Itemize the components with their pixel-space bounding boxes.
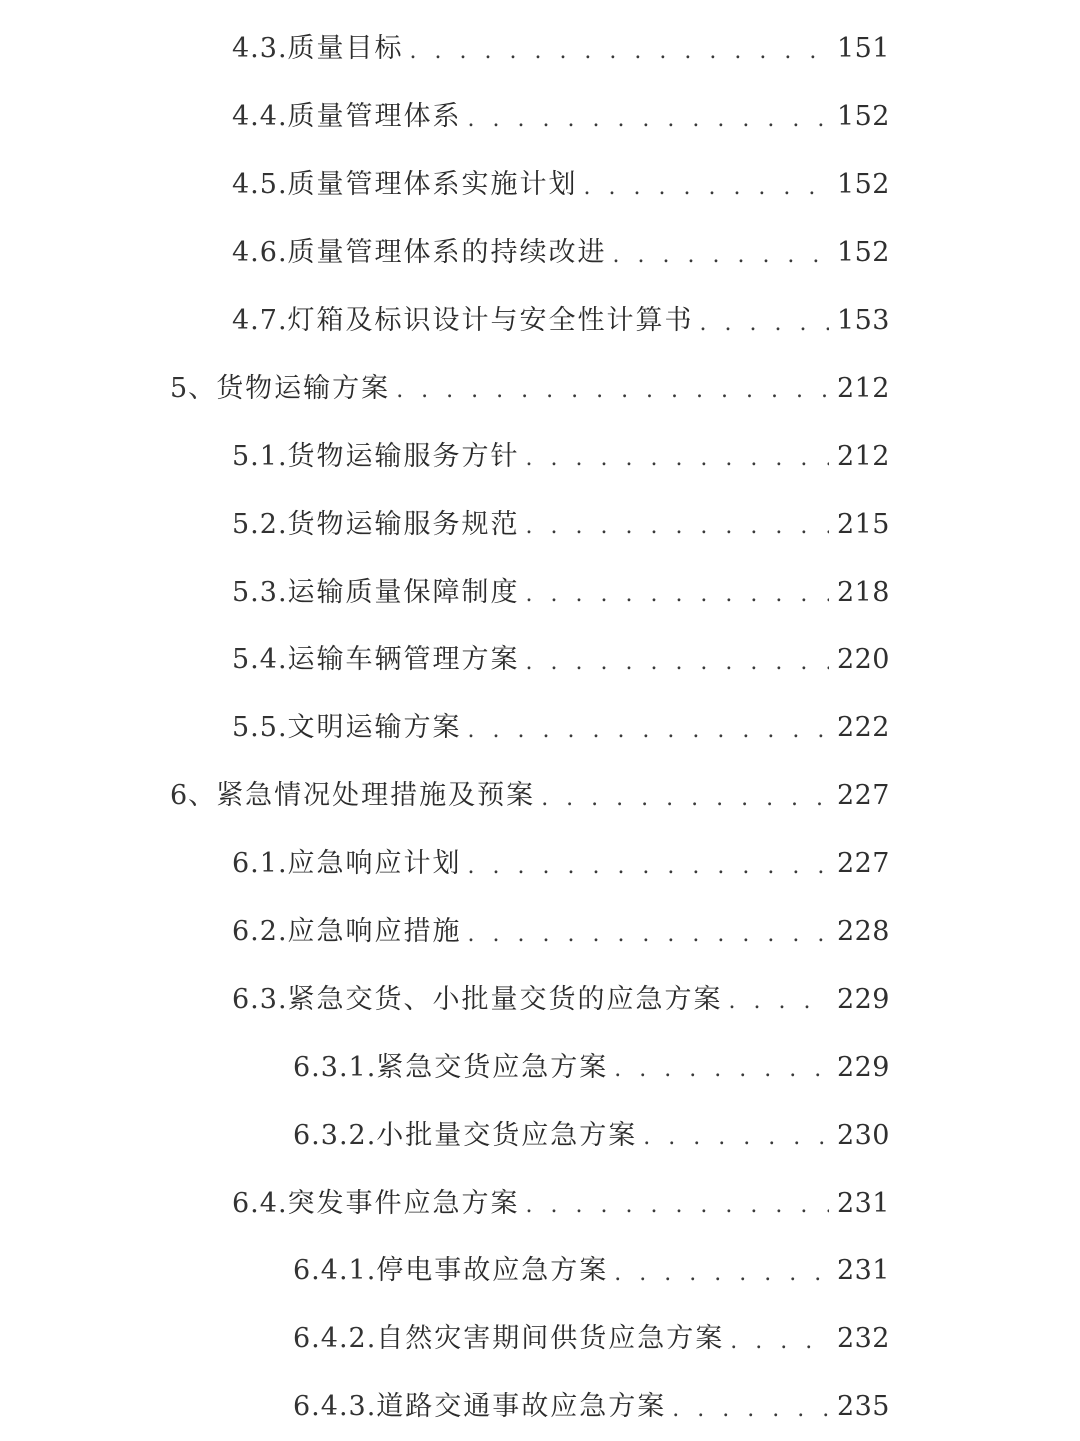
dot-leader [526,646,829,674]
toc-entry-title: 紧急交货应急方案 [376,1051,609,1083]
dot-leader [700,307,829,335]
toc-entry-page-number: 230 [836,1119,890,1151]
toc-entry-6-4-2[interactable] [0,1305,1080,1373]
toc-entry-page-number: 220 [836,644,890,676]
dot-leader [614,1053,829,1081]
toc-entry-title: 文明运输方案 [287,712,462,744]
toc-entry-title: 运输质量保障制度 [287,576,520,608]
toc-entry-5-3[interactable] [0,558,1080,626]
dot-leader [526,510,829,538]
toc-entry-5-2[interactable] [0,490,1080,558]
dot-leader [613,239,829,267]
toc-entry-number: 5.3. [232,576,288,608]
toc-entry-6[interactable] [0,762,1080,830]
toc-entry-title: 质量目标 [287,33,404,65]
toc-entry-6-3-2[interactable] [0,1101,1080,1169]
toc-entry-title: 质量管理体系实施计划 [287,169,578,201]
toc-entry-number: 4.4. [232,101,288,133]
toc-entry-number: 6.4.3. [293,1391,377,1423]
toc-entry-number: 4.6. [232,237,288,269]
toc-entry-title: 自然灾害期间供货应急方案 [376,1323,725,1355]
toc-entry-number: 4.5. [232,169,288,201]
toc-entry-number: 6.3.2. [293,1119,377,1151]
toc-entry-page-number: 232 [836,1323,890,1355]
toc-entry-title: 运输车辆管理方案 [287,644,520,676]
toc-entry-4-3[interactable] [0,15,1080,83]
dot-leader [410,35,829,63]
dot-leader [468,918,829,946]
toc-entry-number: 4.7. [232,305,288,336]
dot-leader [729,985,829,1013]
table-of-contents [0,15,1080,1441]
dot-leader [526,1189,829,1217]
toc-entry-4-4[interactable] [0,83,1080,151]
toc-entry-page-number: 227 [836,848,890,880]
toc-entry-page-number: 151 [836,33,890,65]
toc-entry-title: 停电事故应急方案 [376,1255,609,1287]
toc-entry-page-number: 229 [836,1051,890,1083]
dot-leader [730,1325,829,1353]
toc-entry-title: 小批量交货应急方案 [376,1119,638,1151]
toc-entry-title: 质量管理体系的持续改进 [287,237,607,269]
toc-entry-5-5[interactable] [0,694,1080,762]
toc-entry-page-number: 153 [836,305,890,336]
toc-entry-title: 道路交通事故应急方案 [376,1391,667,1423]
toc-entry-title: 紧急交货、小批量交货的应急方案 [287,983,723,1015]
toc-entry-number: 6.1. [232,848,288,880]
toc-entry-title: 紧急情况处理措施及预案 [216,780,536,812]
toc-entry-page-number: 215 [836,508,890,540]
toc-entry-number: 5.5. [232,712,288,744]
toc-entry-page-number: 231 [836,1255,890,1287]
toc-entry-page-number: 218 [836,576,890,608]
toc-entry-4-5[interactable] [0,151,1080,219]
dot-leader [643,1121,829,1149]
dot-leader [468,103,829,131]
dot-leader [614,1257,829,1285]
toc-entry-page-number: 235 [836,1391,890,1423]
toc-entry-title: 货物运输方案 [216,372,391,404]
toc-entry-number: 6.4.2. [293,1323,377,1355]
toc-entry-page-number: 152 [836,169,890,201]
toc-entry-title: 灯箱及标识设计与安全性计算书 [287,305,694,336]
toc-entry-number: 6.3. [232,983,288,1015]
toc-entry-page-number: 231 [836,1187,890,1219]
toc-entry-5-1[interactable] [0,422,1080,490]
toc-entry-page-number: 229 [836,983,890,1015]
toc-entry-number: 6.4. [232,1187,288,1219]
toc-entry-title: 应急响应计划 [287,848,462,880]
toc-entry-6-1[interactable] [0,830,1080,898]
toc-entry-number: 6、 [170,780,217,812]
toc-entry-page-number: 227 [836,780,890,812]
toc-entry-number: 6.3.1. [293,1051,377,1083]
toc-entry-title: 质量管理体系 [287,101,462,133]
toc-entry-number: 6.4.1. [293,1255,377,1287]
toc-entry-4-7[interactable] [0,287,1080,355]
toc-entry-6-3-1[interactable] [0,1033,1080,1101]
toc-entry-page-number: 152 [836,101,890,133]
dot-leader [541,782,829,810]
dot-leader [526,578,829,606]
dot-leader [526,442,829,470]
dot-leader [672,1393,829,1421]
dot-leader [468,850,829,878]
toc-entry-5[interactable] [0,354,1080,422]
toc-entry-title: 货物运输服务方针 [287,440,520,472]
toc-entry-5-4[interactable] [0,626,1080,694]
toc-entry-number: 5.4. [232,644,288,676]
toc-entry-6-4-1[interactable] [0,1237,1080,1305]
toc-entry-title: 货物运输服务规范 [287,508,520,540]
toc-entry-page-number: 228 [836,916,890,948]
dot-leader [468,714,829,742]
toc-entry-number: 4.3. [232,33,288,65]
toc-entry-page-number: 222 [836,712,890,744]
toc-entry-6-4[interactable] [0,1169,1080,1237]
toc-entry-number: 5.2. [232,508,288,540]
dot-leader [584,171,829,199]
toc-entry-page-number: 152 [836,237,890,269]
toc-entry-number: 5.1. [232,440,288,472]
dot-leader [396,374,829,402]
toc-entry-number: 5、 [170,372,217,404]
toc-entry-title: 应急响应措施 [287,916,462,948]
toc-entry-6-4-3[interactable] [0,1373,1080,1441]
toc-entry-6-3[interactable] [0,965,1080,1033]
toc-entry-page-number: 212 [836,372,890,404]
toc-entry-number: 6.2. [232,916,288,948]
toc-entry-page-number: 212 [836,440,890,472]
toc-entry-6-2[interactable] [0,898,1080,966]
toc-entry-4-6[interactable] [0,219,1080,287]
toc-entry-title: 突发事件应急方案 [287,1187,520,1219]
